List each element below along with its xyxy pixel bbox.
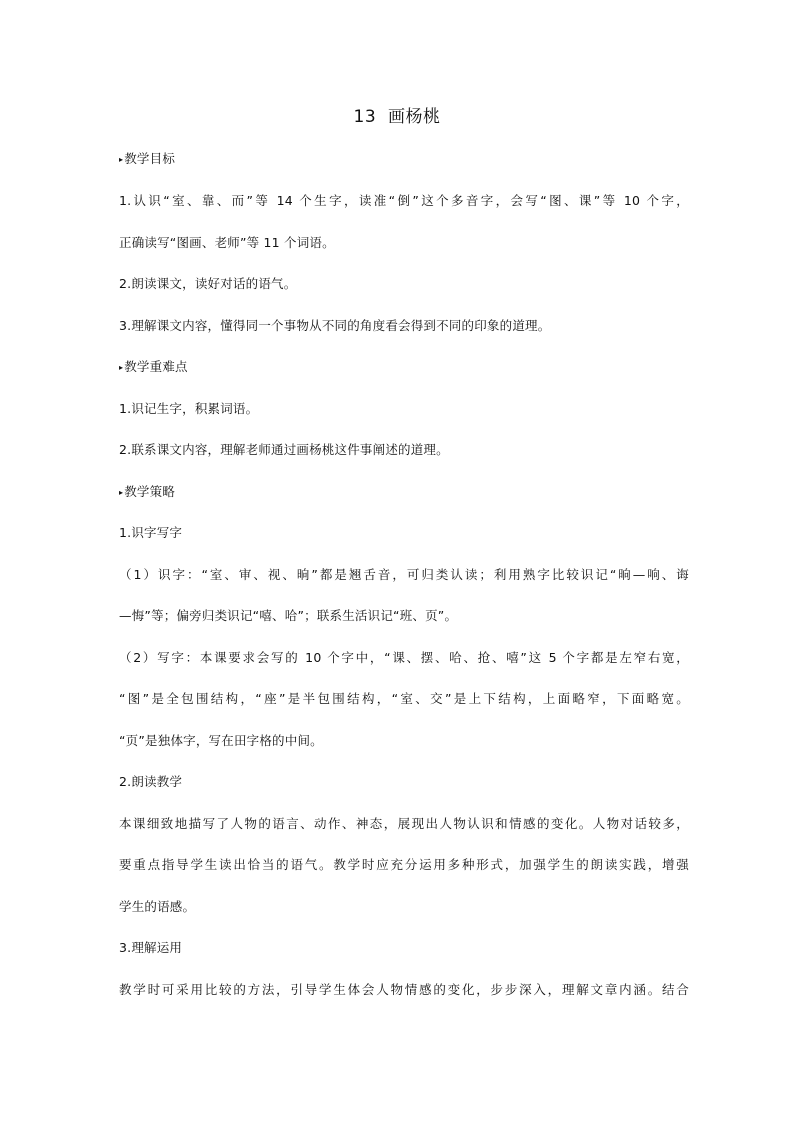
triangle-bullet-icon: ▸	[119, 488, 124, 497]
difficulty-item-2: 2.联系课文内容，理解老师通过画杨桃这件事阐述的道理。	[119, 442, 449, 457]
section-heading-strategies	[119, 482, 689, 503]
strategy-paragraph-3-line-3: 学生的语感。	[119, 899, 196, 914]
difficulty-item-1: 1.识记生字，积累词语。	[119, 401, 259, 416]
strategy-paragraph-2-line-1: （2）写字：本课要求会写的 10 个字中，“课、摆、哈、抢、嘻”这 5 个字都是左窄右宽，	[119, 650, 689, 665]
section-heading-strategies-label: 教学策略	[124, 484, 176, 499]
goal-item-2: 2.朗读课文，读好对话的语气。	[119, 276, 297, 291]
goal-item-3: 3.理解课文内容，懂得同一个事物从不同的角度看会得到不同的印象的道理。	[119, 318, 551, 333]
strategy-paragraph-1-line-1: （1）识字：“室、审、视、晌”都是翘舌音，可归类认读；利用熟字比较识记“晌—响、诲	[119, 567, 689, 582]
section-heading-goals	[119, 149, 689, 170]
strategy-paragraph-3-line-2: 要重点指导学生读出恰当的语气。教学时应充分运用多种形式，加强学生的朗读实践，增强	[119, 857, 689, 872]
triangle-bullet-icon: ▸	[119, 155, 124, 164]
strategy-subheading-1: 1.识字写字	[119, 525, 183, 540]
goal-item-1-line-1: 1.认识“室、靠、而”等 14 个生字，读准“倒”这个多音字，会写“图、课”等 10 个字，	[119, 193, 689, 208]
section-heading-difficulties-label: 教学重难点	[124, 359, 188, 374]
strategy-paragraph-2-line-2: “图”是全包围结构，“座”是半包围结构，“室、交”是上下结构，上面略窄，下面略宽。	[119, 691, 689, 706]
section-heading-difficulties	[119, 357, 689, 378]
document-title: 13 画杨桃	[353, 107, 441, 127]
strategy-paragraph-4-line-1: 教学时可采用比较的方法，引导学生体会人物情感的变化，步步深入，理解文章内涵。结合	[119, 982, 689, 997]
strategy-subheading-2: 2.朗读教学	[119, 774, 183, 789]
strategy-subheading-3: 3.理解运用	[119, 940, 183, 955]
strategy-paragraph-3-line-1: 本课细致地描写了人物的语言、动作、神态，展现出人物认识和情感的变化。人物对话较多，	[119, 816, 689, 831]
strategy-paragraph-2-line-3: “页”是独体字，写在田字格的中间。	[119, 733, 323, 748]
strategy-paragraph-1-line-2: —悔”等；偏旁归类识记“嘻、哈”；联系生活识记“班、页”。	[119, 608, 458, 623]
goal-item-1-line-2: 正确读写“图画、老师”等 11 个词语。	[119, 235, 335, 250]
triangle-bullet-icon: ▸	[119, 363, 124, 372]
section-heading-goals-label: 教学目标	[124, 151, 176, 166]
